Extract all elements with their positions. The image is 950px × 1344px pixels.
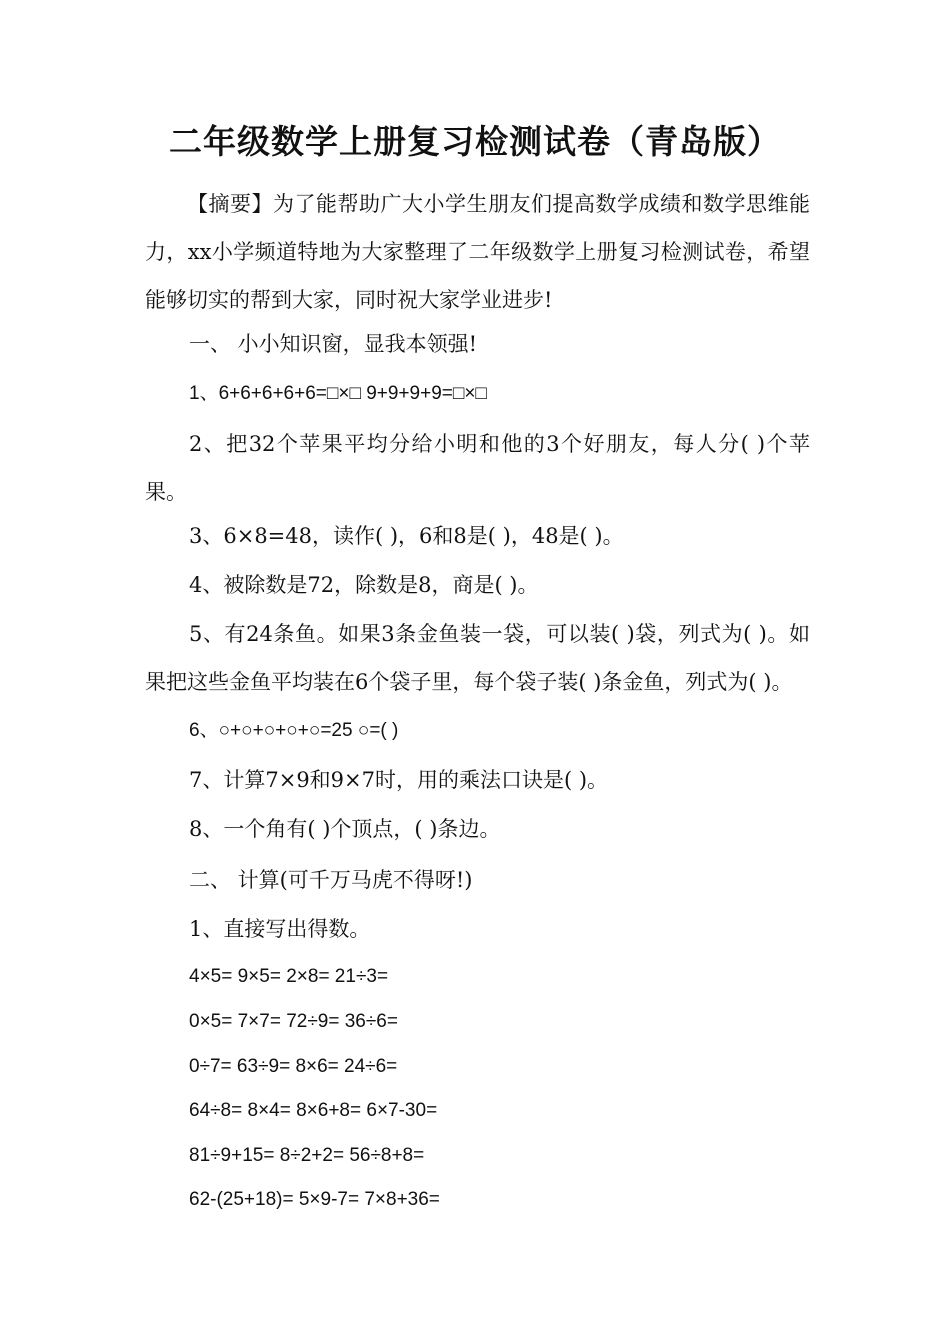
question-5: 5、有24条鱼。如果3条金鱼装一袋，可以装( )袋，列式为( )。如果把这些金鱼平均装在6个袋子里，每个袋子装( )条金鱼，列式为( )。	[145, 622, 810, 694]
abstract-paragraph: 【摘要】为了能帮助广大小学生朋友们提高数学成绩和数学思维能力，xx小学频道特地为大家整理了二年级数学上册复习检测试卷，希望能够切实的帮到大家，同时祝大家学业进步!	[145, 192, 810, 312]
question-3: 3、6×8=48，读作( )，6和8是( )，48是( )。	[189, 524, 624, 548]
calc-row: 64÷8= 8×4= 8×6+8= 6×7-30=	[189, 1100, 438, 1121]
calc-row: 81÷9+15= 8÷2+2= 56÷8+8=	[189, 1145, 425, 1166]
calc-row: 0×5= 7×7= 72÷9= 36÷6=	[189, 1011, 398, 1032]
question-1: 1、6+6+6+6+6=□×□ 9+9+9+9=□×□	[189, 383, 487, 404]
calc-row: 62-(25+18)= 5×9-7= 7×8+36=	[189, 1189, 440, 1210]
question-8: 8、一个角有( )个顶点，( )条边。	[189, 817, 501, 841]
calc-row: 0÷7= 63÷9= 8×6= 24÷6=	[189, 1056, 398, 1077]
section-1-heading: 一、 小小知识窗，显我本领强!	[189, 332, 478, 356]
calc-row: 4×5= 9×5= 2×8= 21÷3=	[189, 966, 389, 987]
question-2: 2、把32个苹果平均分给小明和他的3个好朋友，每人分( )个苹果。	[145, 432, 810, 504]
question-7: 7、计算7×9和9×7时，用的乘法口诀是( )。	[189, 768, 609, 792]
document-title: 二年级数学上册复习检测试卷（青岛版）	[169, 122, 781, 161]
question-6: 6、○+○+○+○+○=25 ○=( )	[189, 720, 399, 741]
section-2-sub-heading: 1、直接写出得数。	[189, 917, 371, 941]
section-2-heading: 二、 计算(可千万马虎不得呀!)	[189, 868, 473, 892]
question-4: 4、被除数是72，除数是8，商是( )。	[189, 573, 539, 597]
